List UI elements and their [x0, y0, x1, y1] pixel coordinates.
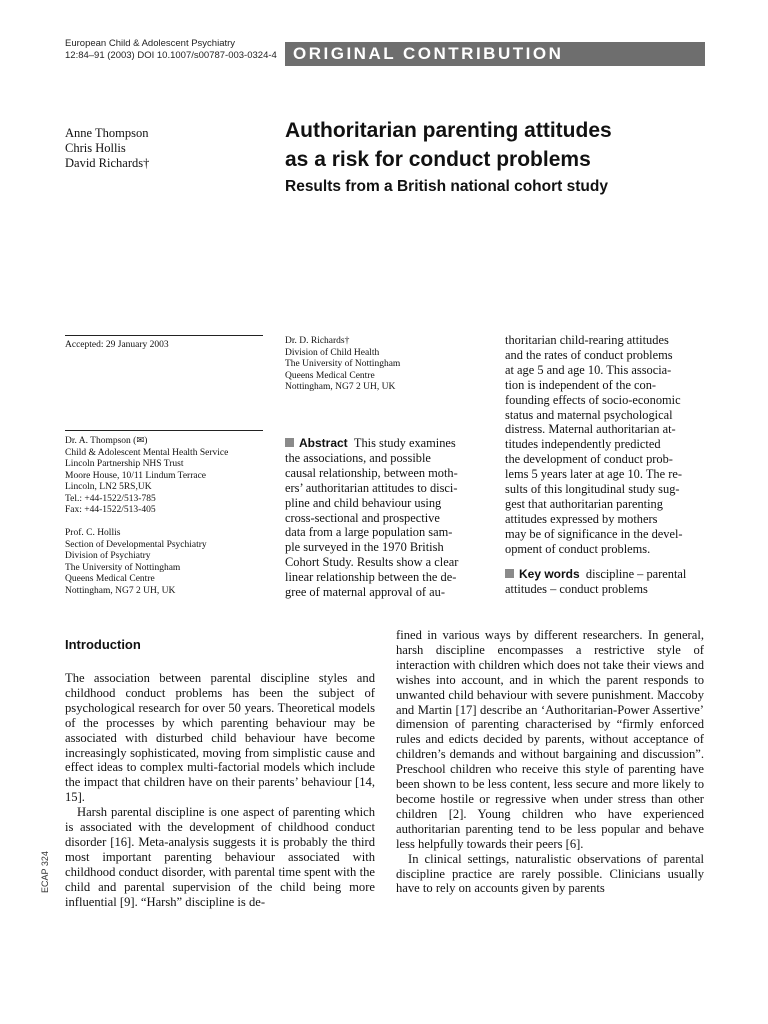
affiliation-line: Dr. D. Richards†: [285, 336, 350, 346]
affiliation-line: The University of Nottingham: [285, 359, 401, 369]
abstract-line: status and maternal psychological: [505, 407, 673, 422]
divider: [65, 430, 263, 431]
abstract-line: gree of maternal approval of au-: [285, 585, 445, 600]
abstract-text: This study examines: [353, 436, 456, 450]
section-heading-introduction: Introduction: [65, 637, 141, 652]
journal-name: European Child & Adolescent Psychiatry: [65, 38, 236, 49]
abstract-line: Cohort Study. Results show a clear: [285, 555, 459, 570]
affiliation-hollis: [65, 528, 275, 597]
affiliation-line: Lincoln Partnership NHS Trust: [65, 459, 184, 469]
affiliation-line: Queens Medical Centre: [285, 370, 375, 381]
affiliation-thompson: [65, 436, 275, 517]
paragraph: The association between parental discipline styles and childhood conduct problems has been the subject of psychological research for over 50 years. Theoretical models of the processes by which parenting behaviour may be associated with disturbed child behaviour have become increasingly sophisticated, moving from simplistic cause and effect ideas to complex multi-factorial models which include the impact that children have on their parents’ behaviour [14, 15].: [65, 671, 375, 805]
author-name: David Richards†: [65, 156, 150, 170]
abstract-line: at age 5 and age 10. This associa-: [505, 362, 672, 377]
affiliation-line: Lincoln, LN2 5RS,UK: [65, 482, 152, 492]
abstract-line: ple surveyed in the 1970 British: [285, 540, 444, 555]
abstract-line: linear relationship between the de-: [285, 570, 457, 585]
intro-column-2: [396, 628, 704, 896]
article-type-banner: ORIGINAL CONTRIBUTION: [285, 42, 705, 66]
affiliation-line[interactable]: Dr. A. Thompson (✉): [65, 436, 148, 446]
affiliation-line: The University of Nottingham: [65, 562, 181, 573]
abstract-line: attitudes expressed by mothers: [505, 511, 658, 526]
journal-header: [65, 38, 277, 62]
abstract-line: data from a large population sam-: [285, 525, 453, 540]
affiliation-richards: [285, 336, 485, 394]
affiliation-line: Section of Developmental Psychiatry: [65, 539, 207, 550]
affiliation-line: Division of Psychiatry: [65, 551, 151, 561]
abstract-line: tion is independent of the con-: [505, 377, 657, 392]
abstract-column-1: [285, 436, 495, 600]
side-label: ECAP 324: [40, 851, 50, 893]
affiliation-line: Prof. C. Hollis: [65, 528, 121, 538]
affiliation-line: Tel.: +44-1522/513-785: [65, 493, 156, 504]
abstract-line: pline and child behaviour using: [285, 495, 442, 510]
abstract-line: gest that authoritarian parenting: [505, 496, 663, 511]
abstract-first-line: [285, 436, 495, 451]
author-name: Chris Hollis: [65, 141, 126, 155]
author-list: [65, 126, 149, 171]
abstract-line: lems 5 years later at age 10. The re-: [505, 467, 682, 482]
affiliation-line: Nottingham, NG7 2 UH, UK: [285, 382, 396, 392]
article-subtitle: Results from a British national cohort study: [285, 178, 608, 195]
affiliation-line: Fax: +44-1522/513-405: [65, 505, 156, 515]
affiliation-line: Child & Adolescent Mental Health Service: [65, 447, 229, 458]
abstract-line: distress. Maternal authoritarian at-: [505, 422, 676, 437]
keywords-line: attitudes – conduct problems: [505, 581, 648, 596]
affiliation-line: Nottingham, NG7 2 UH, UK: [65, 585, 176, 596]
square-bullet-icon: [285, 438, 294, 447]
abstract-line: cross-sectional and prospective: [285, 510, 440, 525]
abstract-line: and the rates of conduct problems: [505, 347, 673, 362]
affiliation-line: Moore House, 10/11 Lindum Terrace: [65, 470, 207, 481]
abstract-line: ers’ authoritarian attitudes to disci-: [285, 480, 458, 495]
paragraph: In clinical settings, naturalistic observations of parental discipline practice are rarely possible. Clinicians usually have to rely on accounts given by parents: [396, 851, 704, 896]
paragraph: Harsh parental discipline is one aspect of parenting which is associated with the development of childhood conduct disorder [16]. Meta-analysis suggests it is probably the third most important parenting behaviour associated with childhood conduct disorder, with parental time spent with the child and parental supervision of the child being more influential [9]. “Harsh” discipline is de-: [65, 805, 375, 909]
abstract-line: the development of conduct prob-: [505, 452, 673, 467]
accepted-date: Accepted: 29 January 2003: [65, 340, 169, 350]
abstract-label: Abstract: [299, 436, 348, 450]
abstract-line: may be of significance in the devel-: [505, 526, 683, 541]
keywords-label: Key words: [519, 566, 580, 581]
divider: [65, 335, 263, 336]
square-bullet-icon: [505, 569, 514, 578]
affiliation-line: Queens Medical Centre: [65, 574, 155, 584]
author-name: Anne Thompson: [65, 126, 149, 140]
abstract-line: thoritarian child-rearing attitudes: [505, 333, 669, 347]
affiliation-line: Division of Child Health: [285, 347, 380, 358]
abstract-line: opment of conduct problems.: [505, 541, 651, 556]
abstract-line: founding effects of socio-economic: [505, 392, 681, 407]
abstract-line: causal relationship, between moth-: [285, 465, 458, 480]
article-title-line: as a risk for conduct problems: [285, 148, 591, 171]
intro-column-1: [65, 671, 375, 910]
paragraph: fined in various ways by different researchers. In general, harsh discipline encompasses a restrictive style of interaction with children which does not take their views and wishes into account, and in which the parent responds to unwanted child behaviour with severe punishment. Maccoby and Martin [17] describe an ‘Authoritarian-Power Assertive’ dimension of parenting characterised by “firmly enforced rules and edicts decided by parents, without acceptance of children’s demands and without bargaining and discussion”. Preschool children who receive this style of parenting have been shown to be less content, less secure and more likely to become hostile or regressive when under stress than other children [2]. Young children who have experienced authoritarian parenting tend to be less popular and behave less helpfully towards their peers [6].: [396, 628, 704, 851]
abstract-column-2: [505, 333, 715, 596]
journal-citation: 12:84–91 (2003) DOI 10.1007/s00787-003-0324-4: [65, 50, 277, 61]
abstract-line: the associations, and possible: [285, 450, 431, 465]
keywords-line: [505, 567, 715, 582]
abstract-line: titudes independently predicted: [505, 437, 661, 452]
abstract-line: sults of this longitudinal study sug-: [505, 482, 680, 497]
article-title-line: Authoritarian parenting attitudes: [285, 119, 612, 142]
keywords-text: discipline – parental: [585, 566, 687, 581]
article-title: [285, 116, 725, 174]
